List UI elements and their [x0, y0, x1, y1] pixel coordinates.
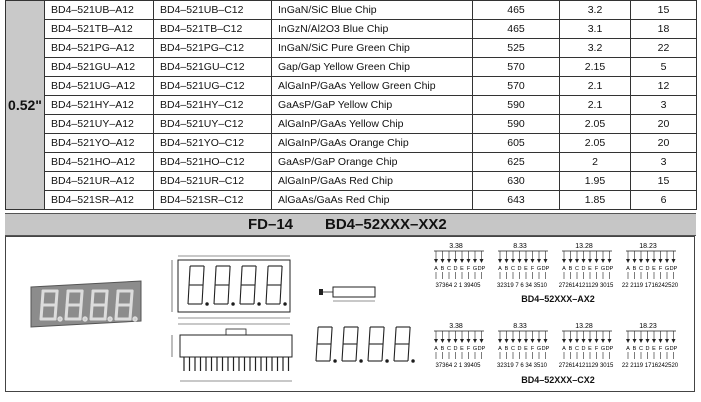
photo-digit-segment — [131, 291, 132, 305]
ax-segment-letter: DP — [605, 266, 614, 272]
ax-segment-letter: G — [600, 266, 606, 272]
part-number: BD4–52XXX–XX2 — [325, 216, 447, 233]
chip-material: GaAsP/GaP Yellow Chip — [272, 96, 473, 115]
ax-diode-icon — [672, 259, 676, 263]
wavelength-value: 465 — [473, 1, 560, 20]
cx-diode-icon — [537, 339, 541, 343]
detail-digit-segment — [394, 344, 395, 361]
cx-segment-letter: D — [517, 346, 522, 352]
common-cathode-part: BD4–521HY–C12 — [154, 96, 272, 115]
detail-digit-segment — [382, 344, 383, 361]
forward-voltage-value: 2.1 — [560, 77, 631, 96]
ax-segment-letter: E — [588, 266, 592, 272]
ax-segment-letter: D — [453, 266, 458, 272]
ax-diode-icon — [608, 259, 612, 263]
cx-diode-icon — [652, 339, 656, 343]
detail-digit-segment — [330, 344, 331, 361]
common-anode-part: BD4–521UR–A12 — [45, 172, 154, 191]
ax-segment-letter: B — [632, 266, 637, 272]
cx-segment-letter: C — [639, 346, 643, 352]
ax-diode-icon — [569, 259, 573, 263]
common-cathode-part: BD4–521GU–C12 — [154, 58, 272, 77]
wavelength-value: 590 — [473, 115, 560, 134]
cx-segment-letter: G — [600, 346, 606, 352]
ax-segment-letter: C — [447, 266, 451, 272]
photo-digit-segment — [67, 291, 68, 305]
detail-digit-segment — [343, 327, 344, 344]
common-cathode-part: BD4–521YO–C12 — [154, 134, 272, 153]
photo-digit-dp — [109, 318, 111, 320]
cx-diode-icon — [460, 339, 464, 343]
detail-digit-segment — [356, 344, 357, 361]
circuit-caption-ax: BD4–52XXX–AX2 — [521, 294, 595, 304]
ax-diode-icon — [505, 259, 509, 263]
ax-segment-letter: F — [594, 266, 599, 272]
cx-diode-icon — [608, 339, 612, 343]
ax-diode-icon — [595, 259, 599, 263]
section-header — [5, 213, 696, 236]
ax-diode-icon — [518, 259, 522, 263]
cx-segment-letter: F — [594, 346, 599, 352]
detail-digit-segment — [369, 327, 370, 344]
forward-voltage-value: 1.95 — [560, 172, 631, 191]
cx-diode-icon — [531, 339, 535, 343]
cx-pin-numbers: 272614121129 3015 — [558, 363, 614, 369]
forward-voltage-value: 3.1 — [560, 20, 631, 39]
forward-voltage-value: 1.85 — [560, 191, 631, 210]
common-anode-part: BD4–521UY–A12 — [45, 115, 154, 134]
ax-segment-letter: B — [440, 266, 445, 272]
ax-segment-letter: E — [460, 266, 464, 272]
detail-digit-segment — [383, 327, 384, 344]
pin-view-drawing — [168, 325, 298, 387]
forward-voltage-value: 2.05 — [560, 115, 631, 134]
cx-diode-icon — [633, 339, 637, 343]
ax-dimension-label: 3.38 — [449, 243, 463, 250]
cx-segment-letter: E — [588, 346, 592, 352]
ax-segment-letter: DP — [669, 266, 678, 272]
intensity-value: 18 — [631, 20, 697, 39]
outline-digit-segment — [267, 266, 268, 285]
intensity-value: 22 — [631, 39, 697, 58]
cx-diode-icon — [569, 339, 573, 343]
common-cathode-part: BD4–521SR–C12 — [154, 191, 272, 210]
detail-digit-segment — [409, 327, 410, 344]
front-outline-drawing — [168, 252, 296, 330]
ax-segment-letter: A — [498, 266, 502, 272]
outline-digit-dp — [206, 303, 208, 305]
cx-diode-icon — [672, 339, 676, 343]
common-anode-part: BD4–521UG–A12 — [45, 77, 154, 96]
ax-diode-icon — [646, 259, 650, 263]
detail-digit-segment — [316, 344, 317, 361]
common-anode-part: BD4–521HO–A12 — [45, 153, 154, 172]
photo-digit-segment — [117, 291, 118, 305]
photo-digit-segment — [42, 291, 43, 305]
cx-segment-letter: B — [440, 346, 445, 352]
outline-digit-segment — [280, 285, 281, 304]
ax-diode-icon — [531, 259, 535, 263]
chip-material: AlGaAs/GaAs Red Chip — [272, 191, 473, 210]
outline-digit-segment — [203, 266, 204, 285]
photo-digit-segment — [105, 305, 106, 319]
chip-material: Gap/Gap Yellow Green Chip — [272, 58, 473, 77]
intensity-value: 3 — [631, 153, 697, 172]
table-row — [6, 191, 697, 210]
photo-digit-dp — [59, 318, 61, 320]
table-row — [6, 58, 697, 77]
common-anode-part: BD4–521SR–A12 — [45, 191, 154, 210]
forward-voltage-value: 2 — [560, 153, 631, 172]
photo-digit-segment — [66, 305, 67, 319]
ax-diode-icon — [460, 259, 464, 263]
photo-digit-segment — [80, 305, 81, 319]
detail-digit-segment — [408, 344, 409, 361]
cx-segment-letter: C — [447, 346, 451, 352]
cx-diode-icon — [659, 339, 663, 343]
ax-segment-letter: B — [504, 266, 509, 272]
ax-segment-letter: DP — [541, 266, 550, 272]
detail-digit-dp — [386, 360, 388, 362]
circuit-diagram-cx — [428, 321, 693, 371]
intensity-value: 15 — [631, 1, 697, 20]
outline-digit-segment — [241, 266, 242, 285]
photo-digit-segment — [41, 305, 42, 319]
common-cathode-part: BD4–521PG–C12 — [154, 39, 272, 58]
cx-diode-icon — [454, 339, 458, 343]
ax-segment-letter: D — [645, 266, 650, 272]
common-cathode-part: BD4–521UR–C12 — [154, 172, 272, 191]
cx-segment-letter: D — [453, 346, 458, 352]
cx-segment-letter: A — [498, 346, 502, 352]
cx-segment-letter: A — [434, 346, 438, 352]
ax-segment-letter: E — [652, 266, 656, 272]
common-anode-part: BD4–521HY–A12 — [45, 96, 154, 115]
table-row — [6, 134, 697, 153]
intensity-value: 3 — [631, 96, 697, 115]
ax-pin-numbers: 37364 2 1 39405 — [435, 283, 481, 289]
cx-diode-icon — [562, 339, 566, 343]
ax-segment-letter: C — [639, 266, 643, 272]
ax-segment-letter: E — [524, 266, 528, 272]
cx-segment-letter: B — [504, 346, 509, 352]
cx-diode-icon — [575, 339, 579, 343]
ax-diode-icon — [511, 259, 515, 263]
digit-size-label: 0.52" — [6, 1, 45, 210]
cx-diode-icon — [588, 339, 592, 343]
drawing-area — [5, 236, 695, 392]
outline-digit-segment — [229, 266, 230, 285]
common-anode-part: BD4–521UB–A12 — [45, 1, 154, 20]
side-view-drawing — [311, 279, 391, 309]
cx-segment-letter: B — [568, 346, 573, 352]
cx-diode-icon — [505, 339, 509, 343]
forward-voltage-value: 3.2 — [560, 39, 631, 58]
intensity-value: 15 — [631, 172, 697, 191]
table-row — [6, 172, 697, 191]
intensity-value: 5 — [631, 58, 697, 77]
intensity-value: 12 — [631, 77, 697, 96]
photo-digit-dp — [84, 318, 86, 320]
photo-digit-segment — [92, 291, 93, 305]
cx-segment-letter: E — [652, 346, 656, 352]
ax-segment-letter: A — [434, 266, 438, 272]
chip-material: AlGaInP/GaAs Orange Chip — [272, 134, 473, 153]
table-row — [6, 153, 697, 172]
cx-segment-letter: G — [664, 346, 670, 352]
table-row — [6, 115, 697, 134]
intensity-value: 20 — [631, 134, 697, 153]
detail-digit-segment — [342, 344, 343, 361]
cx-diode-icon — [498, 339, 502, 343]
spec-table-body — [6, 1, 697, 210]
cx-segment-letter: E — [524, 346, 528, 352]
chip-material: InGzN/Al2O3 Blue Chip — [272, 20, 473, 39]
detail-digit-segment — [368, 344, 369, 361]
cx-segment-letter: E — [460, 346, 464, 352]
photo-digit-dp — [134, 318, 136, 320]
ax-segment-letter: C — [575, 266, 579, 272]
ax-diode-icon — [659, 259, 663, 263]
common-cathode-part: BD4–521HO–C12 — [154, 153, 272, 172]
cx-dimension-label: 18.23 — [639, 323, 657, 330]
cx-segment-letter: D — [581, 346, 586, 352]
ax-diode-icon — [639, 259, 643, 263]
cx-diode-icon — [434, 339, 438, 343]
wavelength-value: 605 — [473, 134, 560, 153]
cx-pin-numbers: 37364 2 1 39405 — [435, 363, 481, 369]
cx-segment-letter: A — [626, 346, 630, 352]
ax-diode-icon — [544, 259, 548, 263]
table-row — [6, 77, 697, 96]
wavelength-value: 643 — [473, 191, 560, 210]
ax-diode-icon — [652, 259, 656, 263]
ax-segment-letter: A — [562, 266, 566, 272]
spec-table — [5, 0, 697, 210]
photo-digit-segment — [56, 291, 57, 305]
common-cathode-part: BD4–521UY–C12 — [154, 115, 272, 134]
outline-digit-dp — [258, 303, 260, 305]
outline-digit-segment — [215, 266, 216, 285]
detail-digit-dp — [360, 360, 362, 362]
ax-pin-numbers: 32319 7 6 34 3510 — [496, 283, 548, 289]
cx-dimension-label: 13.28 — [575, 323, 593, 330]
cx-diode-icon — [511, 339, 515, 343]
ax-diode-icon — [480, 259, 484, 263]
outline-digit-segment — [281, 266, 282, 285]
cx-segment-letter: G — [472, 346, 478, 352]
photo-digit-segment — [130, 305, 131, 319]
wavelength-value: 570 — [473, 77, 560, 96]
cx-segment-letter: A — [562, 346, 566, 352]
ax-diode-icon — [665, 259, 669, 263]
common-anode-part: BD4–521PG–A12 — [45, 39, 154, 58]
cx-segment-letter: DP — [541, 346, 550, 352]
chip-material: AlGaInP/GaAs Yellow Chip — [272, 115, 473, 134]
ax-segment-letter: D — [517, 266, 522, 272]
ax-diode-icon — [601, 259, 605, 263]
ax-diode-icon — [575, 259, 579, 263]
outline-digit-segment — [228, 285, 229, 304]
photo-digit-segment — [55, 305, 56, 319]
chip-material: AlGaInP/GaAs Yellow Green Chip — [272, 77, 473, 96]
forward-voltage-value: 2.05 — [560, 134, 631, 153]
chip-material: InGaN/SiC Blue Chip — [272, 1, 473, 20]
ax-diode-icon — [498, 259, 502, 263]
ax-segment-letter: G — [664, 266, 670, 272]
outline-digit-segment — [188, 285, 189, 304]
detail-digit-segment — [395, 327, 396, 344]
cx-diode-icon — [518, 339, 522, 343]
ax-pin-numbers: 272614121129 3015 — [558, 283, 614, 289]
cx-diode-icon — [544, 339, 548, 343]
forward-voltage-value: 2.15 — [560, 58, 631, 77]
cx-diode-icon — [441, 339, 445, 343]
forward-voltage-value: 3.2 — [560, 1, 631, 20]
outline-digit-segment — [202, 285, 203, 304]
wavelength-value: 525 — [473, 39, 560, 58]
ax-diode-icon — [588, 259, 592, 263]
table-row — [6, 96, 697, 115]
ax-diode-icon — [524, 259, 528, 263]
ax-segment-letter: F — [530, 266, 535, 272]
ax-segment-letter: G — [472, 266, 478, 272]
intensity-value: 20 — [631, 115, 697, 134]
cx-diode-icon — [665, 339, 669, 343]
ax-diode-icon — [434, 259, 438, 263]
outline-digit-segment — [214, 285, 215, 304]
detail-digit-segment — [331, 327, 332, 344]
ax-pin-numbers: 22 2119 1716242520 — [621, 283, 679, 289]
outline-digit-segment — [240, 285, 241, 304]
outline-digit-segment — [255, 266, 256, 285]
ax-segment-letter: D — [581, 266, 586, 272]
wavelength-value: 630 — [473, 172, 560, 191]
cx-segment-letter: F — [658, 346, 663, 352]
chip-material: InGaN/SiC Pure Green Chip — [272, 39, 473, 58]
cx-diode-icon — [595, 339, 599, 343]
common-cathode-part: BD4–521TB–C12 — [154, 20, 272, 39]
wavelength-value: 625 — [473, 153, 560, 172]
common-anode-part: BD4–521GU–A12 — [45, 58, 154, 77]
cx-diode-icon — [646, 339, 650, 343]
intensity-value: 6 — [631, 191, 697, 210]
cx-segment-letter: F — [466, 346, 471, 352]
cx-diode-icon — [626, 339, 630, 343]
cx-dimension-label: 3.38 — [449, 323, 463, 330]
detail-digit-segment — [317, 327, 318, 344]
detail-digit-dp — [334, 360, 336, 362]
cx-diode-icon — [601, 339, 605, 343]
ax-diode-icon — [537, 259, 541, 263]
forward-voltage-value: 2.1 — [560, 96, 631, 115]
cx-segment-letter: G — [536, 346, 542, 352]
wavelength-value: 590 — [473, 96, 560, 115]
ax-dimension-label: 18.23 — [639, 243, 657, 250]
cx-segment-letter: B — [632, 346, 637, 352]
outline-digit-dp — [232, 303, 234, 305]
chip-material: AlGaInP/GaAs Red Chip — [272, 172, 473, 191]
cx-segment-letter: C — [511, 346, 515, 352]
ax-segment-letter: A — [626, 266, 630, 272]
photo-digit-segment — [91, 305, 92, 319]
ax-segment-letter: F — [466, 266, 471, 272]
photo-digit-segment — [116, 305, 117, 319]
ax-segment-letter: DP — [477, 266, 486, 272]
common-cathode-part: BD4–521UB–C12 — [154, 1, 272, 20]
cx-segment-letter: DP — [477, 346, 486, 352]
photo-digit-segment — [106, 291, 107, 305]
ax-diode-icon — [626, 259, 630, 263]
cx-segment-letter: C — [575, 346, 579, 352]
cx-segment-letter: DP — [669, 346, 678, 352]
ax-diode-icon — [562, 259, 566, 263]
circuit-caption-cx: BD4–52XXX–CX2 — [521, 375, 595, 385]
ax-diode-icon — [633, 259, 637, 263]
common-cathode-part: BD4–521UG–C12 — [154, 77, 272, 96]
segment-detail-drawing — [306, 319, 421, 369]
cx-diode-icon — [447, 339, 451, 343]
wavelength-value: 465 — [473, 20, 560, 39]
ax-segment-letter: G — [536, 266, 542, 272]
ax-segment-letter: B — [568, 266, 573, 272]
cx-segment-letter: F — [530, 346, 535, 352]
ax-segment-letter: F — [658, 266, 663, 272]
outline-digit-dp — [284, 303, 286, 305]
wavelength-value: 570 — [473, 58, 560, 77]
ax-diode-icon — [582, 259, 586, 263]
detail-digit-segment — [357, 327, 358, 344]
cx-diode-icon — [639, 339, 643, 343]
cx-pin-numbers: 22 2119 1716242520 — [621, 363, 679, 369]
outline-digit-segment — [266, 285, 267, 304]
ax-diode-icon — [447, 259, 451, 263]
cx-diode-icon — [467, 339, 471, 343]
table-row — [6, 20, 697, 39]
ax-dimension-label: 8.33 — [513, 243, 527, 250]
table-row — [6, 39, 697, 58]
cx-segment-letter: D — [645, 346, 650, 352]
ax-diode-icon — [441, 259, 445, 263]
common-anode-part: BD4–521YO–A12 — [45, 134, 154, 153]
ax-diode-icon — [467, 259, 471, 263]
product-photo — [23, 279, 147, 329]
ax-diode-icon — [473, 259, 477, 263]
cx-diode-icon — [473, 339, 477, 343]
ax-dimension-label: 13.28 — [575, 243, 593, 250]
detail-digit-dp — [412, 360, 414, 362]
ax-diode-icon — [454, 259, 458, 263]
cx-dimension-label: 8.33 — [513, 323, 527, 330]
circuit-diagram-ax — [428, 241, 693, 291]
cx-diode-icon — [480, 339, 484, 343]
outline-digit-segment — [254, 285, 255, 304]
outline-digit-segment — [189, 266, 190, 285]
model-code: FD–14 — [248, 216, 294, 233]
common-anode-part: BD4–521TB–A12 — [45, 20, 154, 39]
ax-segment-letter: C — [511, 266, 515, 272]
cx-pin-numbers: 32319 7 6 34 3510 — [496, 363, 548, 369]
cx-diode-icon — [524, 339, 528, 343]
cx-segment-letter: DP — [605, 346, 614, 352]
photo-digit-segment — [81, 291, 82, 305]
cx-diode-icon — [582, 339, 586, 343]
chip-material: GaAsP/GaP Orange Chip — [272, 153, 473, 172]
table-row — [6, 1, 697, 20]
